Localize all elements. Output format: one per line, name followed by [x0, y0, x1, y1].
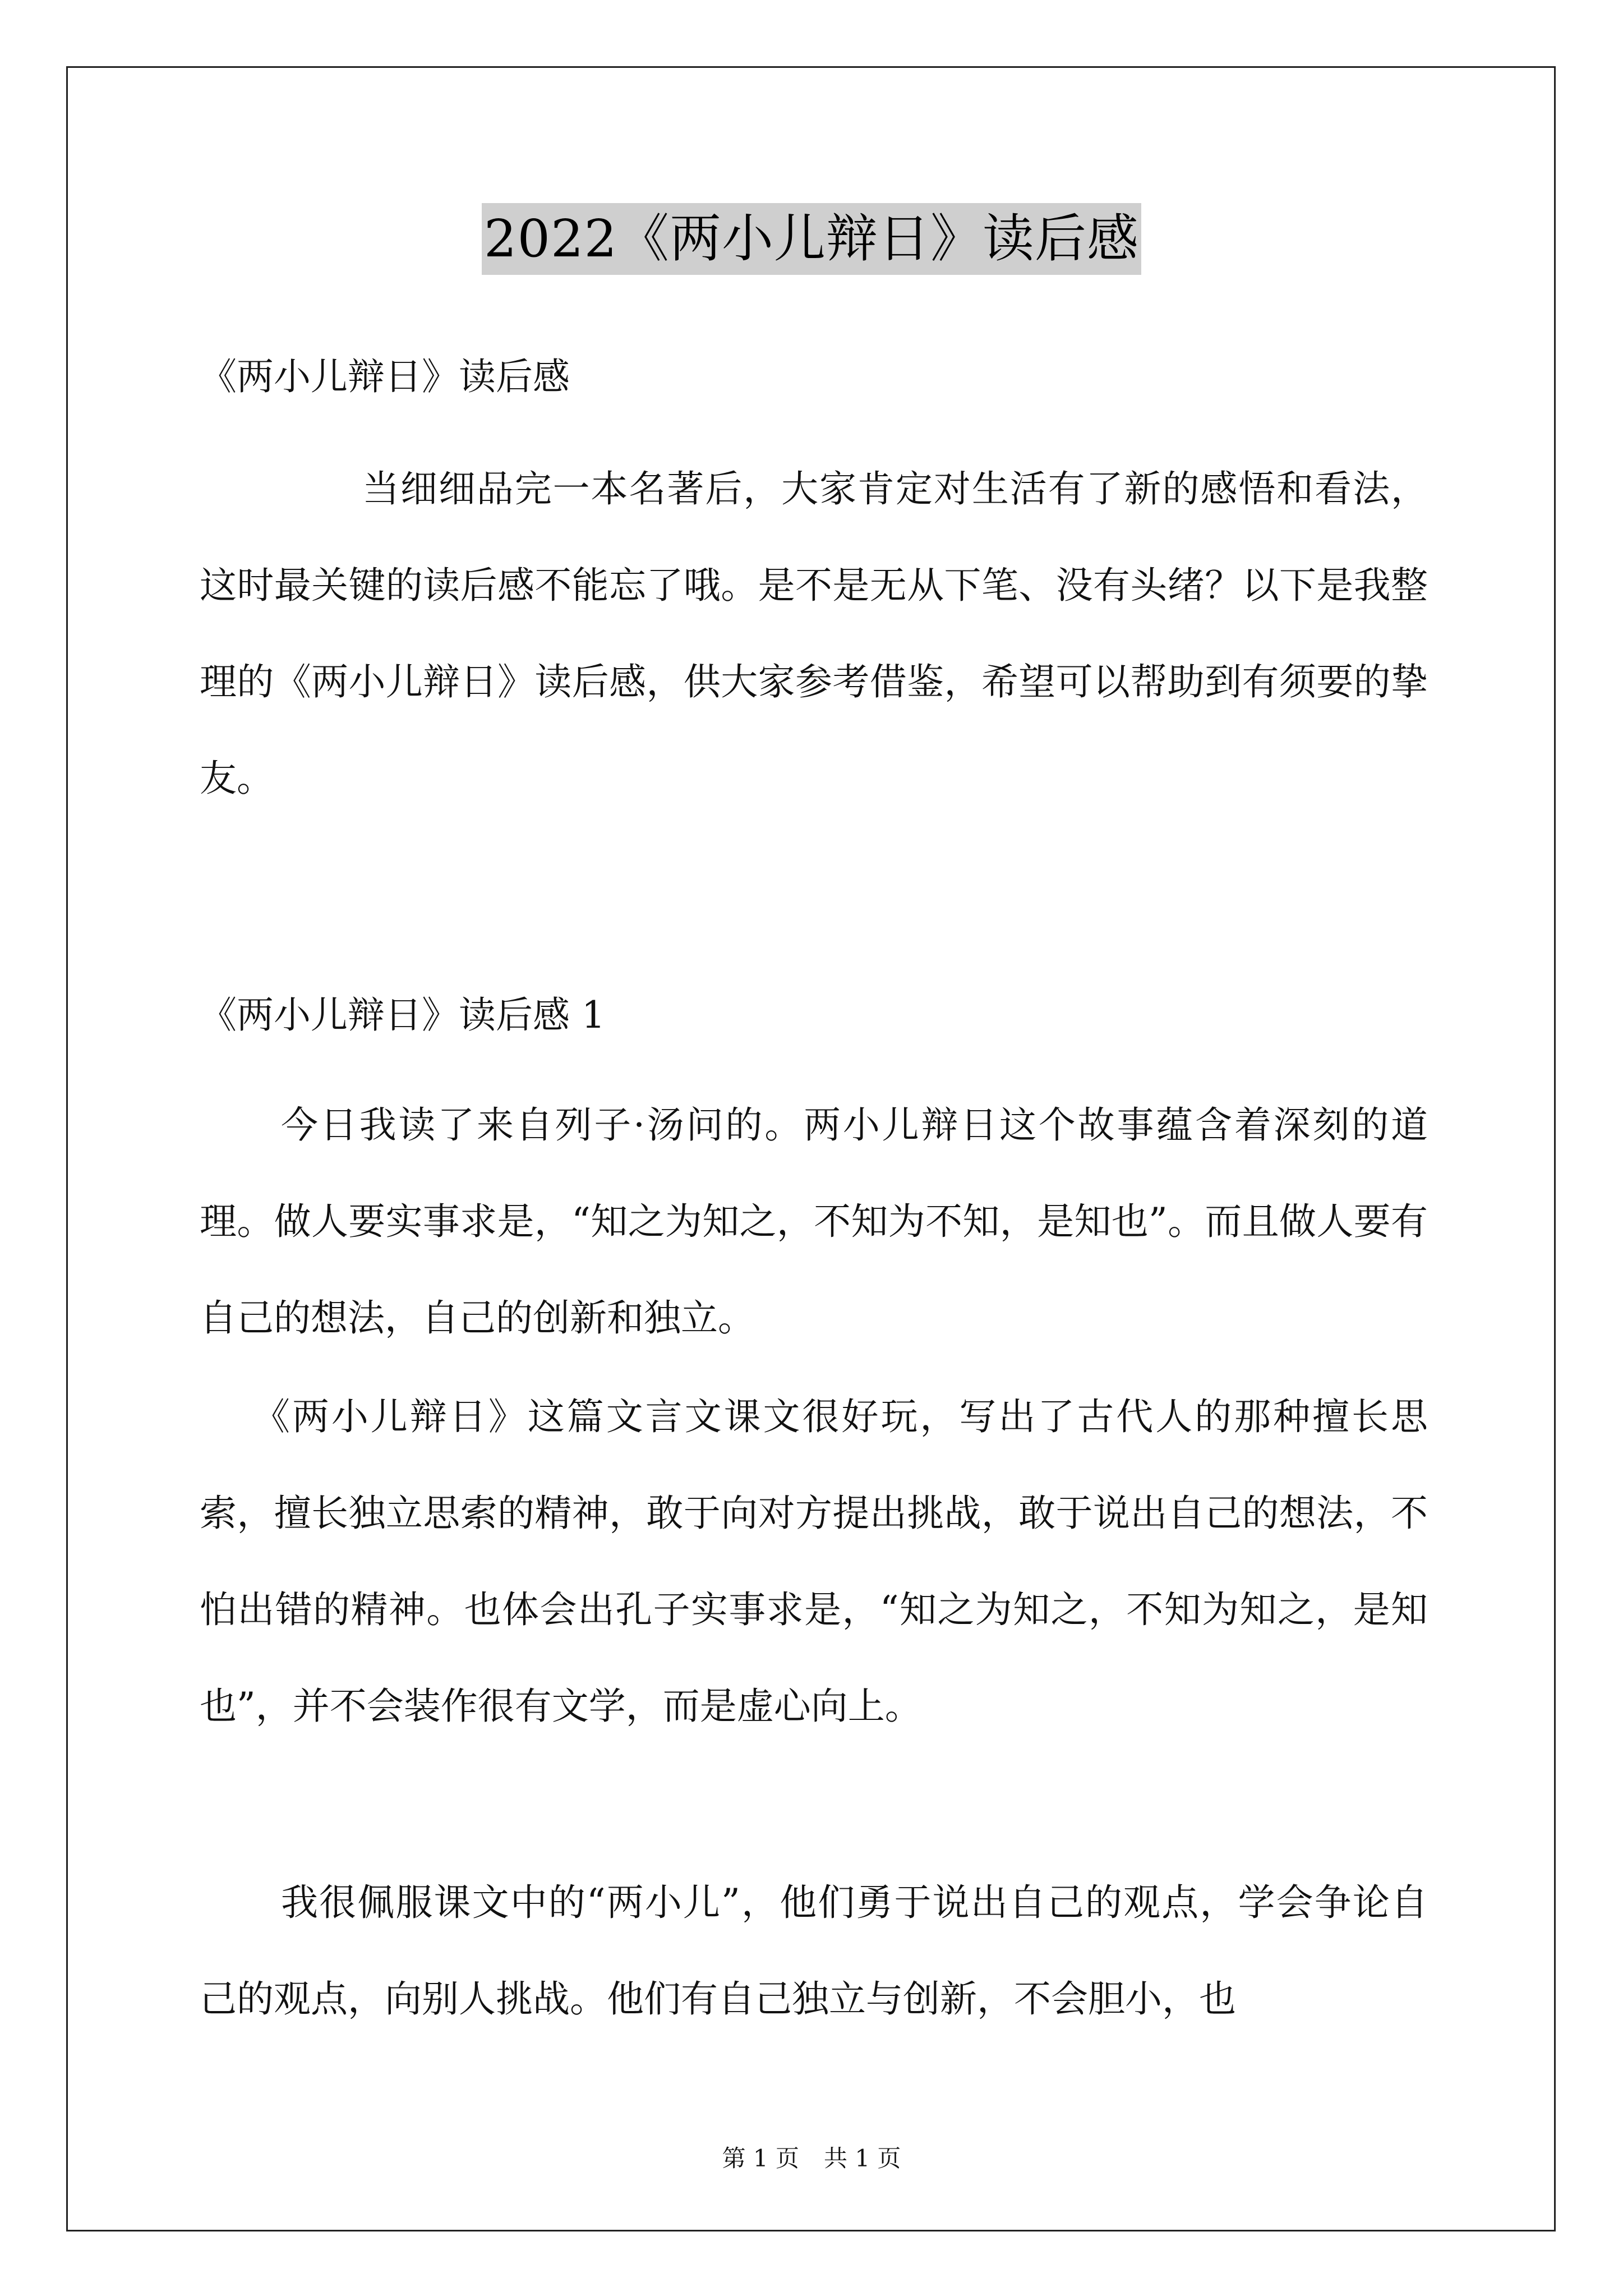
page-number: 第 1 页: [722, 2145, 799, 2172]
body-paragraph-3: 我很佩服课文中的“两小儿”，他们勇于说出自己的观点，学会争论自己的观点，向别人挑战。他们有自己独立与创新，不会胆小，也: [200, 1881, 1428, 2021]
page-total: 共 1 页: [824, 2145, 901, 2172]
document-subtitle: 《两小儿辩日》读后感: [200, 355, 570, 398]
body-paragraph-1: 今日我读了来自列子·汤问的。两小儿辩日这个故事蕴含着深刻的道理。做人要实事求是，“知之为知之，不知为不知，是知也”。而且做人要有自己的想法，自己的创新和独立。: [200, 1103, 1428, 1340]
body-paragraph-2: 《两小儿辩日》这篇文言文课文很好玩，写出了古代人的那种擅长思索，擅长独立思索的精神，敢于向对方提出挑战，敢于说出自己的想法，不怕出错的精神。也体会出孔子实事求是，“知之为知之，不知为知之，是知也”，并不会装作很有文学，而是虚心向上。: [200, 1395, 1428, 1728]
intro-paragraph: 当细细品完一本名著后，大家肯定对生活有了新的感悟和看法，这时最关键的读后感不能忘了哦。是不是无从下笔、没有头绪？以下是我整理的《两小儿辩日》读后感，供大家参考借鉴，希望可以帮助到有须要的挚友。: [200, 467, 1428, 800]
document-title: 2022《两小儿辩日》读后感: [482, 203, 1141, 275]
title-container: [0, 203, 1623, 275]
page-footer: [0, 2142, 1623, 2175]
section-heading: 《两小儿辩日》读后感 1: [200, 993, 605, 1037]
